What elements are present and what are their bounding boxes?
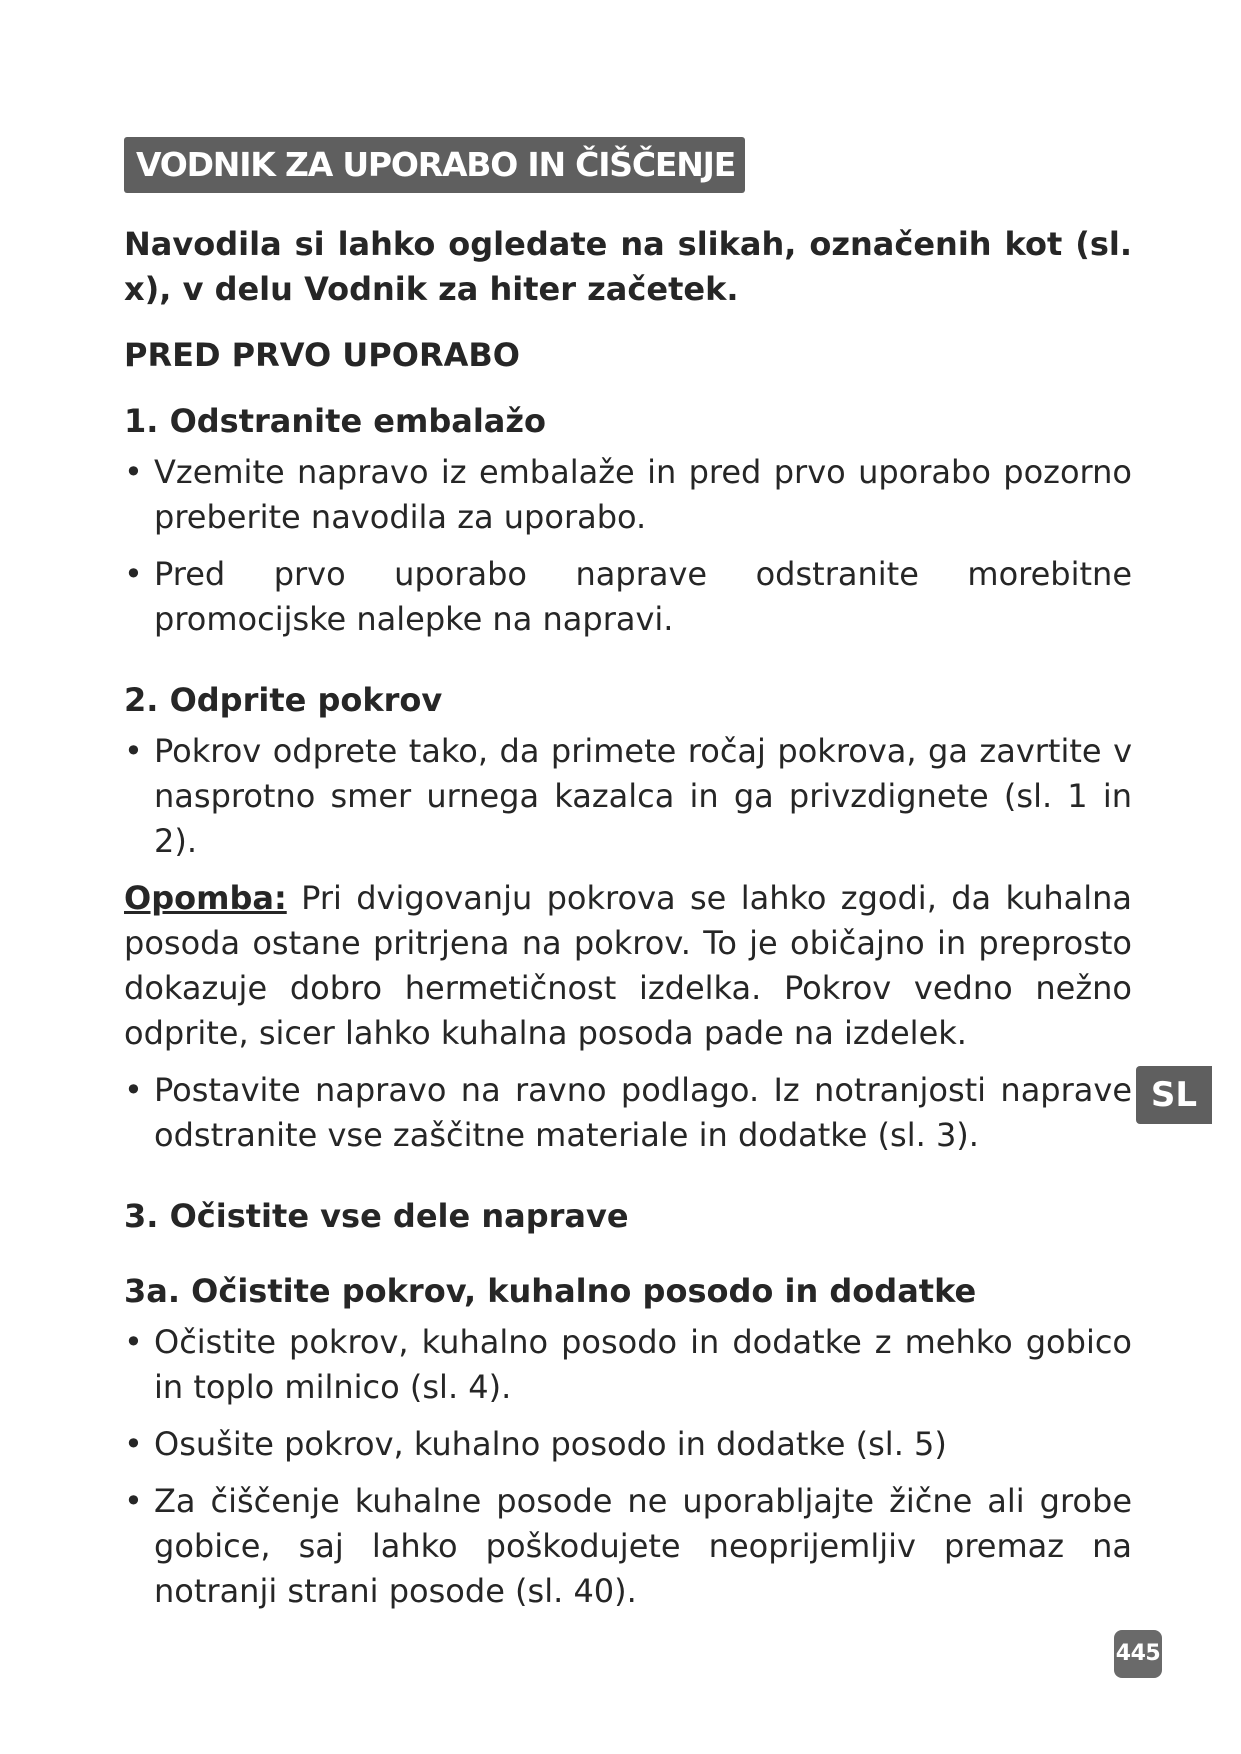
section-banner-title: VODNIK ZA UPORABO IN ČIŠČENJE (124, 137, 745, 193)
bullet-icon: • (124, 1323, 143, 1361)
list-item-text: Pokrov odprete tako, da primete ročaj pokrova, ga zavrtite v nasprotno smer urnega kazalca in ga privzdignete (sl. 1 in 2). (154, 732, 1132, 860)
page-content (124, 222, 1132, 1626)
list-item-text: Očistite pokrov, kuhalno posodo in dodatke z mehko gobico in toplo milnico (sl. 4). (154, 1323, 1132, 1406)
list-item-text: Vzemite napravo iz embalaže in pred prvo uporabo pozorno preberite navodila za uporabo. (154, 453, 1132, 536)
list-item-text: Pred prvo uporabo naprave odstranite morebitne promocijske nalepke na napravi. (154, 555, 1132, 638)
list-item-text: Za čiščenje kuhalne posode ne uporabljajte žične ali grobe gobice, saj lahko poškodujete neoprijemljiv premaz na notranji strani posode (sl. 40). (154, 1482, 1132, 1610)
list-item (124, 729, 1132, 864)
page-number: 445 (1114, 1630, 1162, 1678)
list-item-text: Osušite pokrov, kuhalno posodo in dodatke (sl. 5) (154, 1425, 947, 1463)
step-3-title: 3. Očistite vse dele naprave (124, 1197, 629, 1235)
step-2-title: 2. Odprite pokrov (124, 681, 443, 719)
intro-paragraph: Navodila si lahko ogledate na slikah, označenih kot (sl. x), v delu Vodnik za hiter začetek. (124, 225, 1132, 308)
list-item (124, 450, 1132, 540)
list-item (124, 1320, 1132, 1410)
list-item-text: Postavite napravo na ravno podlago. Iz notranjosti naprave odstranite vse zaščitne materiale in dodatke (sl. 3). (154, 1071, 1132, 1154)
list-item (124, 1479, 1132, 1614)
list-item (124, 1068, 1132, 1158)
list-item (124, 1422, 1132, 1467)
step-1-title: 1. Odstranite embalažo (124, 402, 546, 440)
note-label: Opomba: (124, 879, 287, 917)
note-text: Pri dvigovanju pokrova se lahko zgodi, da kuhalna posoda ostane pritrjena na pokrov. To je običajno in preprosto dokazuje dobro hermetičnost izdelka. Pokrov vedno nežno odprite, sicer lahko kuhalna posoda pade na izdelek. (124, 879, 1133, 1052)
bullet-icon: • (124, 1425, 143, 1463)
bullet-icon: • (124, 453, 143, 491)
language-tab: SL (1136, 1066, 1212, 1124)
section-heading: PRED PRVO UPORABO (124, 336, 520, 374)
step-3a-title: 3a. Očistite pokrov, kuhalno posodo in dodatke (124, 1272, 977, 1310)
bullet-icon: • (124, 555, 143, 593)
bullet-icon: • (124, 1482, 143, 1520)
bullet-icon: • (124, 732, 143, 770)
bullet-icon: • (124, 1071, 143, 1109)
list-item (124, 552, 1132, 642)
note-paragraph (124, 876, 1132, 1056)
